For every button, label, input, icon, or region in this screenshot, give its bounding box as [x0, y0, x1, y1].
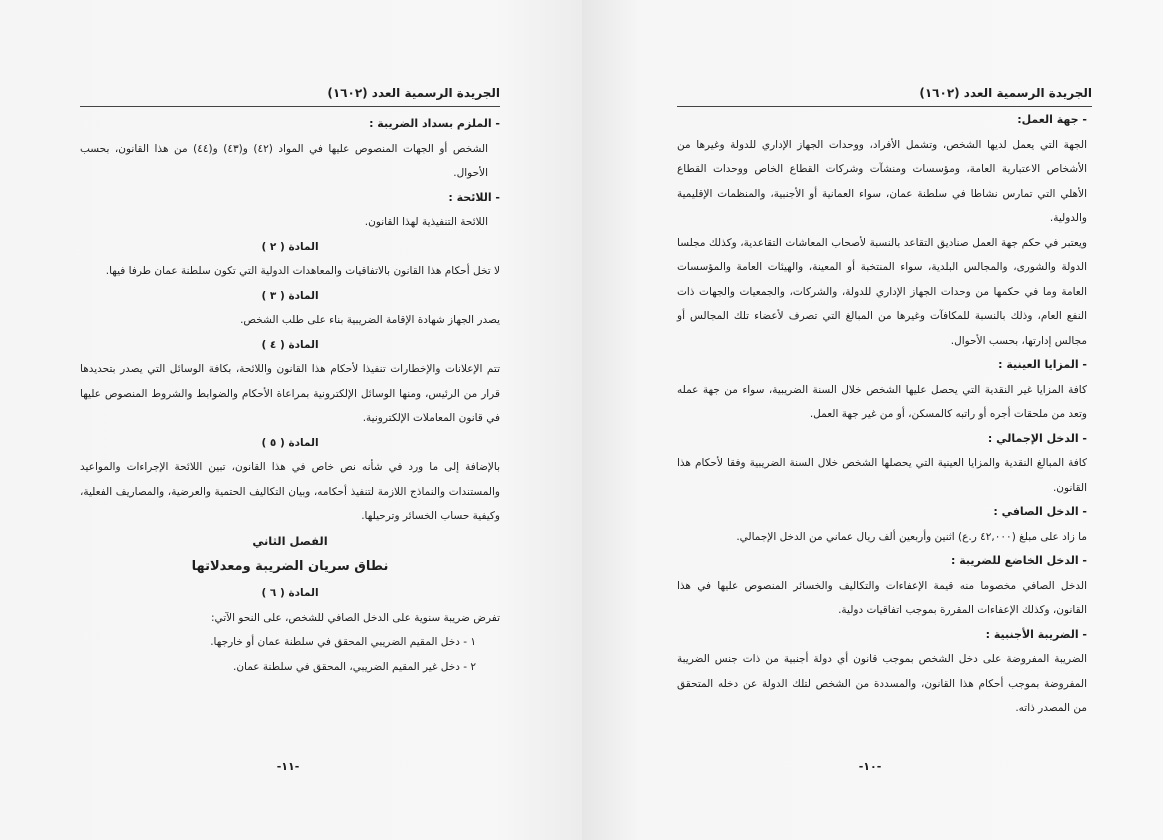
- definition-text: كافة المزايا غير النقدية التي يحصل عليها الشخص خلال السنة الضريبية، سواء من جهة عمله وتعد من ملحقات أجره أو راتبه كالمسكن، أو من غير جهة العمل.: [677, 383, 1087, 420]
- article-title: المادة ( ٦ ): [261, 587, 319, 599]
- definition-heading: - اللائحة :: [448, 190, 500, 204]
- page-10: [582, 0, 1163, 840]
- article-text: لا تخل أحكام هذا القانون بالاتفاقيات والمعاهدات الدولية التي تكون سلطنة عمان طرفا فيها.: [105, 265, 500, 277]
- page-number: -١١-: [276, 760, 300, 773]
- definition-heading: - الدخل الصافي :: [993, 505, 1087, 518]
- list-item: ١ - دخل المقيم الضريبي المحقق في سلطنة عمان أو خارجها.: [210, 636, 476, 648]
- article-text: تفرض ضريبة سنوية على الدخل الصافي للشخص، على النحو الآتي:: [210, 611, 500, 624]
- definition-text: ويعتبر في حكم جهة العمل صناديق التقاعد بالنسبة لأصحاب المعاشات التقاعدية، وكذلك مجلسا الدولة والشورى، والمجالس البلدية، سواء المنتخبة أو المعينة، والهيئات العامة والمؤسسات العامة وما في حكمها من وحدات الجهاز الإداري للدولة، والشركات، والجمعيات والجهات ذات النفع العام، وذلك بالنسبة للمكافآت وغيرها من المبالغ التي تصرف لأعضاء تلك المجالس أو مجالس إدارتها، بحسب الأحوال.: [677, 236, 1087, 347]
- definition-heading: - جهة العمل:: [1017, 113, 1087, 126]
- chapter-heading: الفصل الثاني: [252, 533, 328, 548]
- article-text: تتم الإعلانات والإخطارات تنفيذا لأحكام هذا القانون واللائحة، بكافة الوسائل التي يصدر بتحديدها قرار من الرئيس، ومنها الوسائل الإلكترونية بمراعاة الأحكام والضوابط والشروط المنصوص عليها في قانون المعاملات الإلكترونية.: [80, 363, 500, 424]
- definition-text: ما زاد على مبلغ (٤٢,٠٠٠ ر.ع) اثنين وأربعين ألف ريال عماني من الدخل الإجمالي.: [736, 530, 1087, 543]
- article-title: المادة ( ٥ ): [261, 436, 319, 449]
- page-header: الجريدة الرسمية العدد (١٦٠٢): [80, 86, 500, 107]
- definition-heading: - الدخل الخاضع للضريبة :: [951, 554, 1087, 567]
- definition-text: كافة المبالغ النقدية والمزايا العينية التي يحصلها الشخص خلال السنة الضريبية وفقا لأحكام هذا القانون.: [677, 457, 1087, 494]
- definition-text: الجهة التي يعمل لديها الشخص، وتشمل الأفراد، ووحدات الجهاز الإداري للدولة وغيرها من الأشخاص الاعتبارية العامة، ومؤسسات ومنشآت وشركات القطاع الخاص ووحدات القطاع الأهلي التي تمارس نشاطا في سلطنة عمان، سواء العمانية أو الأجنبية، والمنظمات الإقليمية والدولية.: [677, 138, 1087, 224]
- article-text: يصدر الجهاز شهادة الإقامة الضريبية بناء على طلب الشخص.: [240, 314, 500, 326]
- page-content: [80, 112, 500, 679]
- article-title: المادة ( ٢ ): [261, 240, 319, 253]
- article-text: بالإضافة إلى ما ورد في شأنه نص خاص في هذا القانون، تبين اللائحة الإجراءات والمواعيد والمستندات والنماذج اللازمة لتنفيذ أحكامه، وبيان التكاليف الحتمية والعرضية، والمصاريف الفعلية، وكيفية حساب الخسائر وترحيلها.: [80, 461, 500, 522]
- definition-heading: - الدخل الإجمالي :: [987, 431, 1087, 445]
- definition-text: الشخص أو الجهات المنصوص عليها في المواد (٤٢) و(٤٣) و(٤٤) من هذا القانون، بحسب الأحوال.: [80, 142, 488, 179]
- article-title: المادة ( ٤ ): [261, 338, 319, 351]
- definition-text: الضريبة المفروضة على دخل الشخص بموجب قانون أي دولة أجنبية من ذات جنس الضريبة المفروضة بموجب أحكام هذا القانون، والمسددة من الشخص لتلك الدولة عن دخله المتحقق من المصدر ذاته.: [677, 653, 1087, 714]
- definition-heading: - الملزم بسداد الضريبة :: [369, 117, 500, 130]
- definition-text: اللائحة التنفيذية لهذا القانون.: [364, 216, 488, 228]
- chapter-title: نطاق سريان الضريبة ومعدلاتها: [191, 559, 389, 574]
- definition-heading: - المزايا العينية :: [998, 358, 1087, 371]
- page-header: الجريدة الرسمية العدد (١٦٠٢): [677, 86, 1092, 107]
- article-title: المادة ( ٣ ): [261, 289, 319, 302]
- definition-heading: - الضريبة الأجنبية :: [985, 627, 1087, 641]
- list-item: ٢ - دخل غير المقيم الضريبي، المحقق في سلطنة عمان.: [232, 660, 476, 673]
- page-content: [677, 108, 1087, 721]
- page-number: -١٠-: [858, 760, 882, 773]
- definition-text: الدخل الصافي مخصوما منه قيمة الإعفاءات والتكاليف والخسائر المنصوص عليها في هذا القانون، وكذلك الإعفاءات المقررة بموجب اتفاقيات دولية.: [677, 579, 1087, 616]
